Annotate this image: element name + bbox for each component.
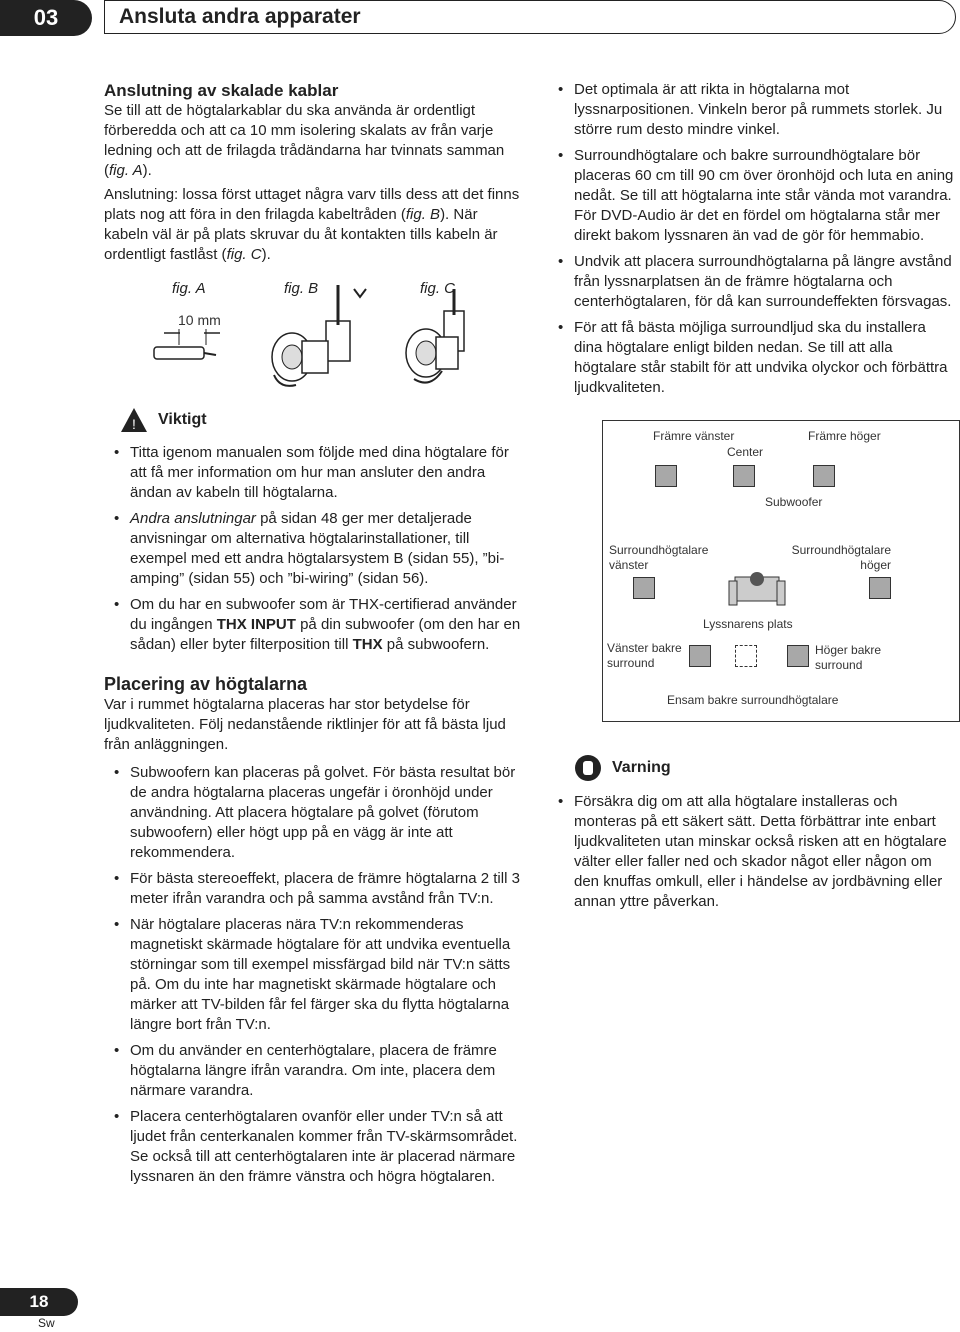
placement-item: • För bästa stereoeffekt, placera de främre högtalarna 2 till 3 meter ifrån varandra och på samma avstånd från TV:n. [104, 869, 524, 909]
speaker-back-left [689, 645, 711, 667]
chapter-number: 03 [0, 0, 92, 36]
paragraph-connection: Anslutning: lossa först uttaget några varv tills dess att det finns plats nog att föra in den frilagda kabeltråden (fig. B). När kabeln väl är på plats skruvar du åt kontakten tills kabeln är ordentligt fastlåst (fig. C). [104, 186, 520, 263]
terminal-loosen-drawing [272, 285, 366, 386]
speaker-single-back [735, 645, 757, 667]
label-back-right: Höger bakre surround [815, 643, 882, 672]
warning-note [574, 754, 958, 782]
placement-item: • När högtalare placeras nära TV:n rekommenderas magnetiskt skärmade högtalare för att undvika eventuella störningar som till exempel missfärgad bild när TV:n sätts på. Om du inte har magnetiskt skärmade högtalare och märker att TV-bilden får fel färger ska du flytta högtalarna längre bort från TV:n. [104, 915, 524, 1035]
label-center: Center [727, 445, 764, 459]
page-language: Sw [38, 1316, 55, 1330]
speaker-layout-diagram [602, 420, 960, 722]
placement-list-cont [558, 80, 958, 398]
warning-list [558, 792, 958, 912]
fig-a-dimension: 10 mm [178, 312, 221, 328]
important-item: • Om du har en subwoofer som är THX-certifierad använder du ingången THX INPUT på din subwoofer (om den har en sådan) eller byter filterposition till THX på subwoofern. [104, 595, 524, 655]
label-single-back: Ensam bakre surroundhögtalare [667, 693, 839, 707]
right-column [558, 80, 958, 918]
speaker-center [733, 465, 755, 487]
placement-item: • Undvik att placera surroundhögtalarna på längre avstånd från lyssnarplatsen än de främre högtalarna och centerhögtalaren, för då kan surroundeffekten försvagas. [558, 252, 958, 312]
placement-item: • För att få bästa möjliga surroundljud ska du installera dina högtalare enligt bilden nedan. Se till att alla högtalare står stabilt för att undvika olyckor och förbättra ljudkvaliteten. [558, 318, 958, 398]
label-surround-right: Surroundhögtalare höger [791, 543, 891, 572]
terminal-tighten-drawing [406, 289, 464, 383]
page-number: 18 [0, 1288, 78, 1316]
important-item: • Andra anslutningar på sidan 48 ger mer detaljerade anvisningar om alternativa högtalarinstallationer, till exempel med ett andra högtalarsystem B (sidan 55), ”bi-amping” (sidan 55) och ”bi-wiring” (sidan 56). [104, 509, 524, 589]
label-surround-left: Surroundhögtalare vänster [609, 543, 709, 572]
left-column [104, 80, 524, 1193]
fig-b-label: fig. B [284, 280, 319, 297]
warning-item: • Försäkra dig om att alla högtalare installeras och monteras på ett säkert sätt. Detta förbättrar inte enbart ljudkvaliteten utan minskar också risken att en högtalare välter eller faller ned och skador något eller någon om den knuffas omkull, eller i händelse av jordbävning eller annan yttre påverkan. [558, 792, 958, 912]
placement-intro: Var i rummet högtalarna placeras har stor betydelse för ljudkvaliteten. Följ nedanstående riktlinjer för att få bästa ljud från anläggningen. [104, 696, 506, 753]
label-front-right: Främre höger [808, 429, 881, 443]
paragraph-prep: Se till att de högtalarkablar du ska använda är ordentligt förberedda och att ca 10 mm isolering skalats av från varje ledning och att de frilagda trådändarna har tvinnats samman (fig. A). [104, 102, 505, 179]
speaker-surround-right [869, 577, 891, 599]
speaker-front-right [813, 465, 835, 487]
fig-c-label: fig. C [420, 280, 456, 297]
important-title: Viktigt [158, 411, 207, 428]
cable-illustration [104, 275, 524, 401]
placement-item: • Om du använder en centerhögtalare, placera de främre högtalarna längre ifrån varandra. Om inte, placera dem närmare varandra. [104, 1041, 524, 1101]
section-heading-placement: Placering av högtalarna [104, 674, 308, 694]
placement-list [104, 763, 524, 1187]
hand-stop-icon [574, 754, 602, 782]
speaker-back-right [787, 645, 809, 667]
fig-a-label: fig. A [172, 280, 206, 297]
placement-item: • Det optimala är att rikta in högtalarna mot lyssnarpositionen. Vinkeln beror på rummets storlek. Ju större rum desto mindre vinkel. [558, 80, 958, 140]
label-listening-position: Lyssnarens plats [703, 617, 793, 631]
stripped-cable-drawing [154, 329, 220, 359]
important-list [104, 443, 524, 655]
placement-item: • Subwoofern kan placeras på golvet. För bästa resultat bör de andra högtalarna placeras ungefär i öronhöjd under användning. Att placera högtalare på golvet (förutom subwoofern) eller högt upp på en vägg är inte att rekommendera. [104, 763, 524, 863]
section-heading-stripped-cables: Anslutning av skalade kablar [104, 81, 339, 100]
label-back-left: Vänster bakre surround [607, 641, 682, 670]
speaker-front-left [655, 465, 677, 487]
placement-item: • Surroundhögtalare och bakre surroundhögtalare bör placeras 60 cm till 90 cm över öronhöjd och luta en aning nedåt. Se till att högtalarna inte står vända mot varandra. För DVD-Audio är det en fördel om högtalarna står mer direkt bakom lyssnaren än vad de gör för hemmabio. [558, 146, 958, 246]
important-note [120, 407, 524, 433]
label-subwoofer: Subwoofer [765, 495, 823, 509]
speaker-surround-left [633, 577, 655, 599]
warning-triangle-icon [120, 407, 148, 433]
svg-text:!: ! [132, 416, 136, 432]
label-front-left: Främre vänster [653, 429, 735, 443]
cable-figures [104, 275, 524, 401]
placement-item: • Placera centerhögtalaren ovanför eller under TV:n så att ljudet från centerkanalen kommer från TV-skärmsområdet. Se också till att centerhögtalaren inte är placerad närmare lyssnaren än den främre vänstra och högra högtalaren. [104, 1107, 524, 1187]
warning-title: Varning [612, 759, 671, 776]
chapter-title: Ansluta andra apparater [104, 0, 956, 34]
listener-sofa-icon [727, 569, 787, 613]
important-item: • Titta igenom manualen som följde med dina högtalare för att få mer information om hur man ansluter den andra ändan av kabeln till högtalarna. [104, 443, 524, 503]
